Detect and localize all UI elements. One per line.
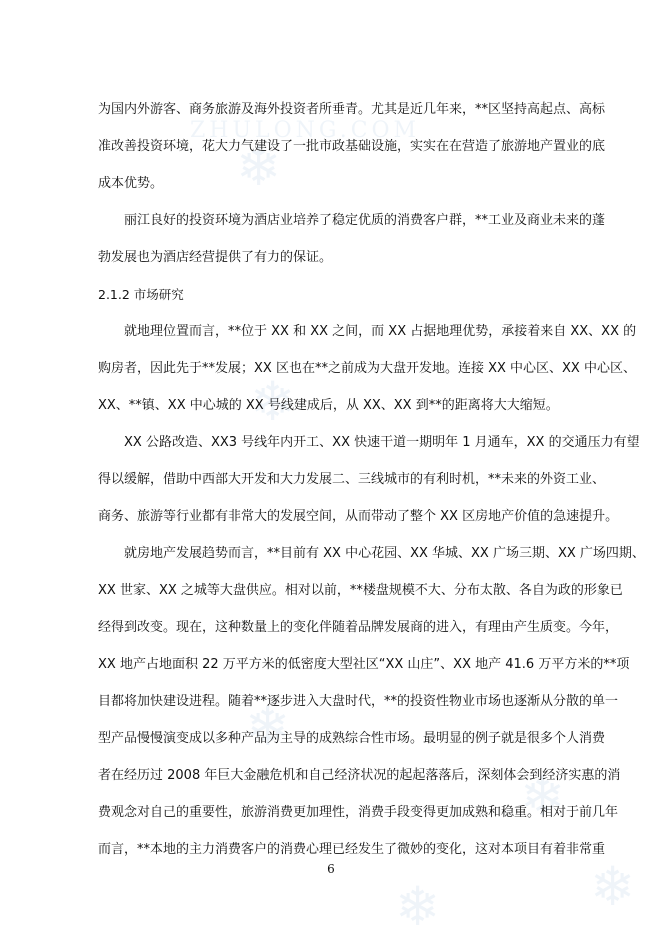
- text-line: 勃发展也为酒店经营提供了有力的保证。: [98, 250, 333, 265]
- text-line: 成本优势。: [98, 176, 164, 191]
- snowflake-icon: ❄: [236, 135, 282, 198]
- text-line: 准改善投资环境，花大力气建设了一批市政基础设施，实实在在营造了旅游地产置业的底: [98, 139, 606, 154]
- text-line: XX 地产占地面积 22 万平方米的低密度大型社区“XX 山庄”、XX 地产 41.6 万平方米的**项: [98, 657, 630, 672]
- text-line: 者在经历过 2008 年巨大金融危机和自己经济状况的起起落落后，深刻体会到经济实惠的消: [98, 768, 621, 783]
- text-line: 商务、旅游等行业都有非常大的发展空间，从而带动了整个 XX 区房地产价值的急速提升。: [98, 509, 619, 524]
- text-line: 经得到改变。现在，这种数量上的变化伴随着品牌发展商的进入，有理由产生质变。今年，: [98, 620, 619, 635]
- text-line: 而言，**本地的主力消费客户的消费心理已经发生了微妙的变化，这对本项目有着非常重: [98, 842, 606, 857]
- text-line: 型产品慢慢演变成以多种产品为主导的成熟综合性市场。最明显的例子就是很多个人消费: [98, 731, 606, 746]
- text-line: 为国内外游客、商务旅游及海外投资者所垂青。尤其是近几年来，**区坚持高起点、高标: [98, 102, 606, 117]
- page-number: 6: [327, 862, 335, 876]
- snowflake-icon: ❄: [245, 695, 291, 758]
- text-line: 目都将加快建设进程。随着**逐步进入大盘时代，**的投资性物业市场也逐渐从分散的单一: [98, 694, 619, 709]
- snowflake-icon: ❄: [590, 855, 636, 918]
- text-line: XX 世家、XX 之城等大盘供应。相对以前，**楼盘规模不大、分布太散、各自为政的形象已: [98, 583, 623, 598]
- section-heading: 2.1.2 市场研究: [98, 287, 184, 302]
- text-line: 得以缓解，借助中西部大开发和大力发展二、三线城市的有利时机，**未来的外资工业、: [98, 472, 606, 487]
- text-line: 就地理位置而言，**位于 XX 和 XX 之间，而 XX 占据地理优势，承接着来自 XX、XX 的: [124, 324, 637, 339]
- text-line: 费观念对自己的重要性，旅游消费更加理性，消费手段变得更加成熟和稳重。相对于前几年: [98, 805, 619, 820]
- text-line: 就房地产发展趋势而言，**目前有 XX 中心花园、XX 华城、XX 广场三期、XX 广场四期、: [124, 546, 645, 561]
- text-line: XX、**镇、XX 中心城的 XX 号线建成后，从 XX、XX 到**的距离将大大缩短。: [98, 398, 559, 413]
- text-line: XX 公路改造、XX3 号线年内开工、XX 快速干道一期明年 1 月通车，XX 的交通压力有望: [124, 435, 640, 450]
- document-body: [98, 100, 645, 860]
- snowflake-icon: ❄: [395, 875, 441, 938]
- text-line: 购房者，因此先于**发展；XX 区也在**之前成为大盘开发地。连接 XX 中心区、XX 中心区、: [98, 361, 636, 376]
- watermark-text: ZHULONG.COM: [190, 118, 421, 143]
- text-line: 丽江良好的投资环境为酒店业培养了稳定优质的消费客户群，**工业及商业未来的蓬: [124, 213, 606, 228]
- snowflake-icon: ❄: [250, 370, 296, 433]
- snowflake-icon: ❄: [520, 765, 566, 828]
